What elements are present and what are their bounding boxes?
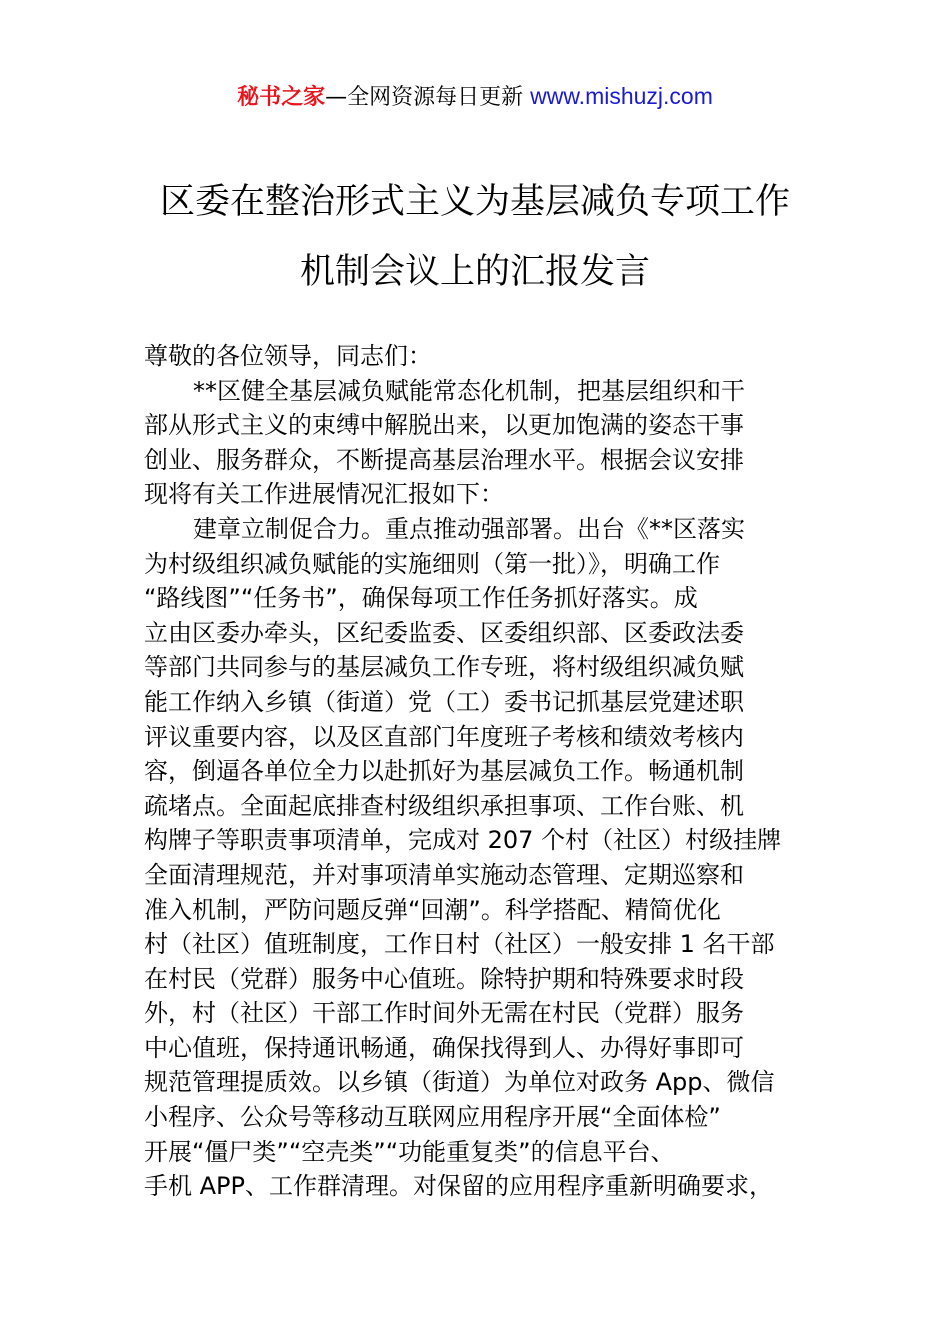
body-line: 小程序、公众号等移动互联网应用程序开展“全面体检”	[144, 1103, 721, 1132]
body-line: 手机 APP、工作群清理。对保留的应用程序重新明确要求，	[144, 1172, 773, 1201]
body-line: 开展“僵尸类”“空壳类”“功能重复类”的信息平台、	[144, 1137, 675, 1166]
body-line: 容，倒逼各单位全力以赴抓好为基层减负工作。畅通机制	[144, 757, 744, 786]
body-line: 评议重要内容，以及区直部门年度班子考核和绩效考核内	[144, 722, 744, 751]
body-line: 现将有关工作进展情况汇报如下：	[144, 480, 504, 509]
header-dash: —	[325, 85, 348, 110]
body-line: 立由区委办牵头，区纪委监委、区委组织部、区委政法委	[144, 618, 744, 647]
body-line: 村（社区）值班制度，工作日村（社区）一般安排 1 名干部	[144, 930, 775, 959]
body-line: **区健全基层减负赋能常态化机制，把基层组织和干	[193, 376, 745, 405]
body-line: 能工作纳入乡镇（街道）党（工）委书记抓基层党建述职	[144, 687, 744, 716]
brand-name: 秘书之家	[237, 85, 326, 110]
body-line: 外，村（社区）干部工作时间外无需在村民（党群）服务	[144, 999, 744, 1028]
body-line: 构牌子等职责事项清单，完成对 207 个村（社区）村级挂牌	[144, 826, 782, 855]
body-line: 疏堵点。全面起底排查村级组织承担事项、工作台账、机	[144, 791, 744, 820]
body-line: 在村民（党群）服务中心值班。除特护期和特殊要求时段	[144, 964, 744, 993]
document-title-line-2: 机制会议上的汇报发言	[299, 252, 650, 292]
body-line: 创业、服务群众，不断提高基层治理水平。根据会议安排	[144, 445, 744, 474]
salutation: 尊敬的各位领导，同志们：	[144, 342, 432, 370]
body-line: 全面清理规范，并对事项清单实施动态管理、定期巡察和	[144, 860, 744, 889]
body-line: 部从形式主义的束缚中解脱出来，以更加饱满的姿态干事	[144, 411, 744, 440]
body-line: 准入机制，严防问题反弹“回潮”。科学搭配、精简优化	[144, 895, 721, 924]
body-line: 为村级组织减负赋能的实施细则（第一批）》，明确工作	[144, 549, 720, 578]
body-line: “路线图”“任务书”，确保每项工作任务抓好落实。成	[144, 584, 698, 613]
body-line: 规范管理提质效。以乡镇（街道）为单位对政务 App、微信	[144, 1068, 775, 1097]
document-body	[144, 339, 844, 1204]
header-tagline: 全网资源每日更新	[347, 85, 531, 110]
document-title-line-1: 区委在整治形式主义为基层减负专项工作	[159, 182, 790, 222]
site-header	[0, 80, 950, 114]
site-url-link[interactable]: www.mishuzj.com	[530, 83, 713, 109]
body-line: 中心值班，保持通讯畅通，确保找得到人、办得好事即可	[144, 1033, 744, 1062]
body-line: 等部门共同参与的基层减负工作专班，将村级组织减负赋	[144, 653, 744, 682]
body-line: 建章立制促合力。重点推动强部署。出台《**区落实	[193, 514, 745, 543]
